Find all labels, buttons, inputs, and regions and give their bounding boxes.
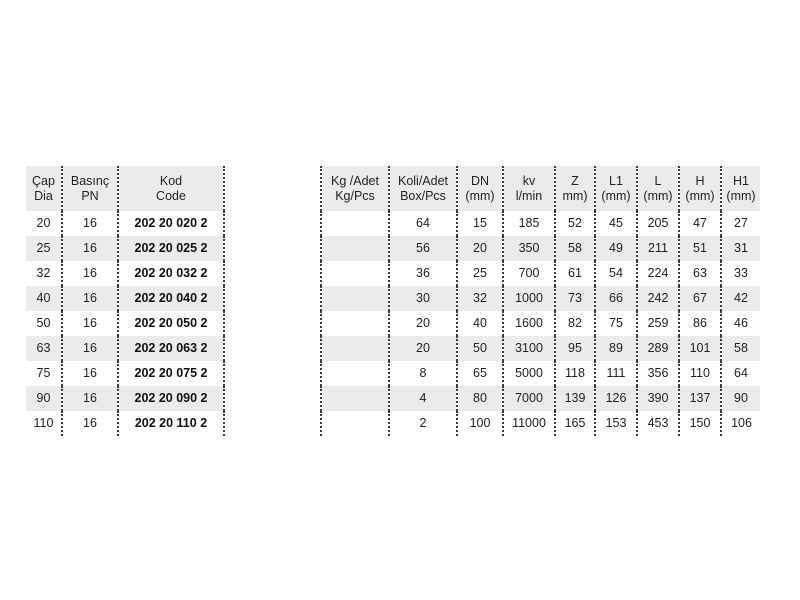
table-cell	[26, 386, 62, 411]
table-cell	[721, 411, 761, 436]
table-cell	[595, 311, 637, 336]
table-cell	[555, 386, 595, 411]
cell-value: 20	[416, 341, 430, 355]
table-cell	[637, 411, 679, 436]
cell-value: 90	[36, 391, 51, 405]
table-cell	[637, 386, 679, 411]
table-row	[321, 361, 761, 386]
cell-value: 165	[564, 416, 586, 430]
table-cell	[457, 211, 503, 236]
table-cell	[595, 286, 637, 311]
cell-value: 65	[473, 366, 487, 380]
cell-value: 64	[416, 216, 430, 230]
cell-value: 1600	[515, 316, 543, 330]
table-cell	[118, 411, 224, 436]
left-spec-table	[26, 166, 230, 436]
cell-value: 51	[693, 241, 707, 255]
header-line-2: (mm)	[685, 188, 715, 203]
cell-value: 54	[609, 266, 623, 280]
table-cell	[595, 211, 637, 236]
table-cell	[595, 411, 637, 436]
table-cell	[321, 286, 389, 311]
header-line-1: L	[654, 173, 662, 188]
table-cell	[321, 261, 389, 286]
cell-value: 16	[83, 341, 97, 355]
table-cell	[503, 211, 555, 236]
column-divider	[224, 336, 230, 361]
table-row	[321, 411, 761, 436]
table-cell	[62, 211, 118, 236]
table-row	[26, 286, 230, 311]
column-header	[62, 166, 118, 211]
cell-value: 139	[564, 391, 586, 405]
header-line-1: kv	[522, 173, 536, 188]
cell-value: 50	[36, 316, 51, 330]
table-cell	[26, 286, 62, 311]
table-cell	[118, 336, 224, 361]
table-cell	[118, 286, 224, 311]
table-cell	[721, 336, 761, 361]
table-cell	[457, 386, 503, 411]
cell-value: 20	[36, 216, 51, 230]
cell-value: 211	[648, 241, 668, 255]
column-header	[595, 166, 637, 211]
table-cell	[321, 336, 389, 361]
cell-value: 16	[83, 391, 97, 405]
table-cell	[26, 411, 62, 436]
header-line-2: l/min	[515, 188, 543, 203]
column-divider	[224, 286, 230, 311]
cell-value: 202 20 110 2	[134, 416, 208, 430]
cell-value: 89	[609, 341, 623, 355]
table-cell	[118, 386, 224, 411]
header-line-2: Dia	[34, 188, 53, 203]
column-header	[26, 166, 62, 211]
cell-value: 66	[609, 291, 623, 305]
cell-value: 202 20 063 2	[134, 341, 208, 355]
table-cell	[721, 361, 761, 386]
cell-value: 3100	[515, 341, 543, 355]
cell-value: 137	[689, 391, 711, 405]
cell-value: 42	[734, 291, 748, 305]
table-cell	[457, 361, 503, 386]
table-row	[26, 261, 230, 286]
table-row	[26, 336, 230, 361]
header-line-1: Z	[571, 173, 579, 188]
table-cell	[555, 311, 595, 336]
table-cell	[321, 311, 389, 336]
cell-value: 453	[647, 416, 669, 430]
header-line-1: Basınç	[70, 173, 110, 188]
cell-value: 16	[83, 316, 97, 330]
table-cell	[637, 361, 679, 386]
cell-value: 106	[731, 416, 752, 430]
cell-value: 356	[647, 366, 669, 380]
column-header	[679, 166, 721, 211]
table-cell	[679, 386, 721, 411]
header-line-1: L1	[609, 173, 623, 188]
column-header	[721, 166, 761, 211]
table-cell	[118, 236, 224, 261]
cell-value: 8	[419, 366, 427, 380]
cell-value: 7000	[515, 391, 543, 405]
cell-value: 20	[416, 316, 430, 330]
table-cell	[679, 411, 721, 436]
table-cell	[595, 386, 637, 411]
table-cell	[503, 236, 555, 261]
table-cell	[26, 336, 62, 361]
table-row	[321, 286, 761, 311]
cell-value: 73	[568, 291, 582, 305]
table-cell	[555, 361, 595, 386]
table-row	[26, 361, 230, 386]
table-cell	[389, 411, 457, 436]
table-cell	[555, 411, 595, 436]
table-row	[321, 236, 761, 261]
cell-value: 64	[734, 366, 748, 380]
column-header	[457, 166, 503, 211]
cell-value: 95	[568, 341, 582, 355]
cell-value: 32	[36, 266, 51, 280]
table-cell	[118, 211, 224, 236]
table-cell	[679, 311, 721, 336]
column-divider	[224, 311, 230, 336]
table-cell	[637, 286, 679, 311]
cell-value: 16	[83, 266, 97, 280]
cell-value: 16	[83, 416, 97, 430]
cell-value: 46	[734, 316, 748, 330]
cell-value: 205	[647, 216, 669, 230]
cell-value: 52	[568, 216, 582, 230]
cell-value: 40	[36, 291, 51, 305]
cell-value: 110	[690, 366, 710, 380]
cell-value: 150	[689, 416, 711, 430]
table-cell	[503, 361, 555, 386]
table-cell	[503, 261, 555, 286]
table-cell	[62, 411, 118, 436]
table-cell	[62, 261, 118, 286]
column-divider	[224, 261, 230, 286]
table-cell	[457, 411, 503, 436]
cell-value: 126	[605, 391, 627, 405]
table-cell	[721, 386, 761, 411]
table-cell	[637, 336, 679, 361]
cell-value: 58	[734, 341, 748, 355]
cell-value: 224	[647, 266, 669, 280]
table-cell	[595, 336, 637, 361]
table-cell	[637, 261, 679, 286]
table-cell	[457, 311, 503, 336]
table-row	[321, 261, 761, 286]
table-cell	[555, 336, 595, 361]
table-cell	[389, 286, 457, 311]
cell-value: 16	[83, 241, 97, 255]
cell-value: 2	[419, 416, 427, 430]
cell-value: 202 20 040 2	[134, 291, 208, 305]
table-cell	[321, 411, 389, 436]
table-cell	[595, 361, 637, 386]
cell-value: 56	[416, 241, 430, 255]
cell-value: 100	[469, 416, 491, 430]
cell-value: 80	[473, 391, 487, 405]
cell-value: 25	[473, 266, 487, 280]
table-cell	[321, 236, 389, 261]
cell-value: 47	[693, 216, 707, 230]
cell-value: 700	[518, 266, 540, 280]
cell-value: 67	[693, 291, 707, 305]
column-header	[118, 166, 224, 211]
cell-value: 25	[36, 241, 51, 255]
cell-value: 1000	[515, 291, 543, 305]
cell-value: 75	[36, 366, 51, 380]
table-row	[26, 236, 230, 261]
column-divider	[224, 411, 230, 436]
table-cell	[118, 261, 224, 286]
cell-value: 36	[416, 266, 430, 280]
cell-value: 289	[647, 341, 669, 355]
table-cell	[321, 211, 389, 236]
cell-value: 259	[647, 316, 669, 330]
table-cell	[389, 361, 457, 386]
header-line-1: Çap	[32, 173, 55, 188]
table-cell	[595, 236, 637, 261]
cell-value: 101	[689, 341, 711, 355]
cell-value: 45	[609, 216, 623, 230]
table-row	[321, 336, 761, 361]
table-row	[26, 411, 230, 436]
table-cell	[118, 311, 224, 336]
table-cell	[595, 261, 637, 286]
cell-value: 32	[473, 291, 487, 305]
column-header	[389, 166, 457, 211]
cell-value: 27	[734, 216, 748, 230]
table-cell	[679, 336, 721, 361]
cell-value: 350	[518, 241, 540, 255]
column-divider	[224, 166, 230, 211]
cell-value: 61	[568, 266, 582, 280]
column-header	[555, 166, 595, 211]
cell-value: 40	[473, 316, 487, 330]
cell-value: 82	[568, 316, 582, 330]
cell-value: 202 20 075 2	[134, 366, 208, 380]
cell-value: 16	[83, 291, 97, 305]
header-line-2: (mm)	[465, 188, 495, 203]
table-cell	[679, 361, 721, 386]
table-cell	[457, 261, 503, 286]
cell-value: 202 20 025 2	[134, 241, 208, 255]
table-cell	[321, 386, 389, 411]
table-cell	[679, 261, 721, 286]
cell-value: 90	[734, 391, 748, 405]
right-spec-table	[320, 166, 762, 436]
header-line-1: Kg /Adet	[331, 173, 379, 188]
table-cell	[555, 211, 595, 236]
table-cell	[62, 236, 118, 261]
table-cell	[721, 236, 761, 261]
cell-value: 75	[609, 316, 623, 330]
table-cell	[457, 236, 503, 261]
cell-value: 86	[693, 316, 707, 330]
table-cell	[555, 261, 595, 286]
cell-value: 202 20 090 2	[134, 391, 208, 405]
table-cell	[503, 286, 555, 311]
header-row	[321, 166, 761, 211]
table-cell	[721, 311, 761, 336]
table-cell	[389, 236, 457, 261]
table-cell	[62, 311, 118, 336]
table-cell	[62, 361, 118, 386]
cell-value: 202 20 050 2	[134, 316, 208, 330]
header-line-1: DN	[470, 173, 490, 188]
column-header	[321, 166, 389, 211]
cell-value: 202 20 020 2	[134, 216, 208, 230]
cell-value: 11000	[512, 416, 546, 430]
table-cell	[721, 261, 761, 286]
column-divider	[224, 361, 230, 386]
header-line-2: Code	[156, 188, 186, 203]
cell-value: 16	[83, 366, 97, 380]
table-cell	[389, 311, 457, 336]
cell-value: 111	[606, 366, 626, 380]
cell-value: 58	[568, 241, 582, 255]
header-line-2: Box/Pcs	[400, 188, 446, 203]
header-line-1: Kod	[159, 173, 183, 188]
table-cell	[389, 386, 457, 411]
header-line-1: Koli/Adet	[397, 173, 449, 188]
cell-value: 202 20 032 2	[134, 266, 208, 280]
cell-value: 118	[565, 366, 585, 380]
cell-value: 63	[36, 341, 51, 355]
table-cell	[503, 411, 555, 436]
table-cell	[26, 311, 62, 336]
table-cell	[389, 336, 457, 361]
cell-value: 5000	[515, 366, 543, 380]
header-line-2: mm)	[562, 188, 588, 203]
table-cell	[118, 361, 224, 386]
table-row	[321, 211, 761, 236]
cell-value: 153	[605, 416, 627, 430]
table-cell	[721, 211, 761, 236]
header-line-2: (mm)	[601, 188, 631, 203]
cell-value: 242	[647, 291, 669, 305]
cell-value: 390	[647, 391, 669, 405]
table-cell	[637, 211, 679, 236]
header-line-2: (mm)	[726, 188, 756, 203]
column-divider	[224, 386, 230, 411]
table-row	[321, 386, 761, 411]
cell-value: 31	[734, 241, 748, 255]
table-cell	[721, 286, 761, 311]
cell-value: 49	[609, 241, 623, 255]
table-cell	[26, 361, 62, 386]
column-header	[637, 166, 679, 211]
table-cell	[555, 286, 595, 311]
table-cell	[555, 236, 595, 261]
cell-value: 63	[693, 266, 707, 280]
table-cell	[637, 236, 679, 261]
table-cell	[26, 236, 62, 261]
header-line-2: PN	[81, 188, 99, 203]
table-row	[26, 311, 230, 336]
table-cell	[679, 286, 721, 311]
header-line-1: H1	[733, 173, 749, 188]
table-cell	[457, 336, 503, 361]
table-cell	[503, 311, 555, 336]
table-cell	[457, 286, 503, 311]
table-cell	[637, 311, 679, 336]
header-line-1: H	[695, 173, 705, 188]
cell-value: 20	[473, 241, 487, 255]
column-divider	[224, 236, 230, 261]
header-line-2: (mm)	[643, 188, 673, 203]
table-row	[321, 311, 761, 336]
column-header	[503, 166, 555, 211]
cell-value: 15	[473, 216, 487, 230]
cell-value: 110	[33, 416, 54, 430]
table-cell	[26, 211, 62, 236]
table-cell	[26, 261, 62, 286]
table-cell	[389, 211, 457, 236]
cell-value: 4	[419, 391, 427, 405]
table-cell	[503, 386, 555, 411]
table-cell	[679, 236, 721, 261]
table-row	[26, 386, 230, 411]
cell-value: 33	[734, 266, 748, 280]
cell-value: 50	[473, 341, 487, 355]
table-cell	[679, 211, 721, 236]
table-cell	[62, 386, 118, 411]
cell-value: 185	[518, 216, 540, 230]
table-cell	[62, 336, 118, 361]
table-cell	[62, 286, 118, 311]
table-cell	[389, 261, 457, 286]
cell-value: 16	[83, 216, 97, 230]
header-line-2: Kg/Pcs	[335, 188, 375, 203]
table-cell	[503, 336, 555, 361]
header-row	[26, 166, 230, 211]
table-cell	[321, 361, 389, 386]
cell-value: 30	[416, 291, 430, 305]
column-divider	[224, 211, 230, 236]
table-row	[26, 211, 230, 236]
